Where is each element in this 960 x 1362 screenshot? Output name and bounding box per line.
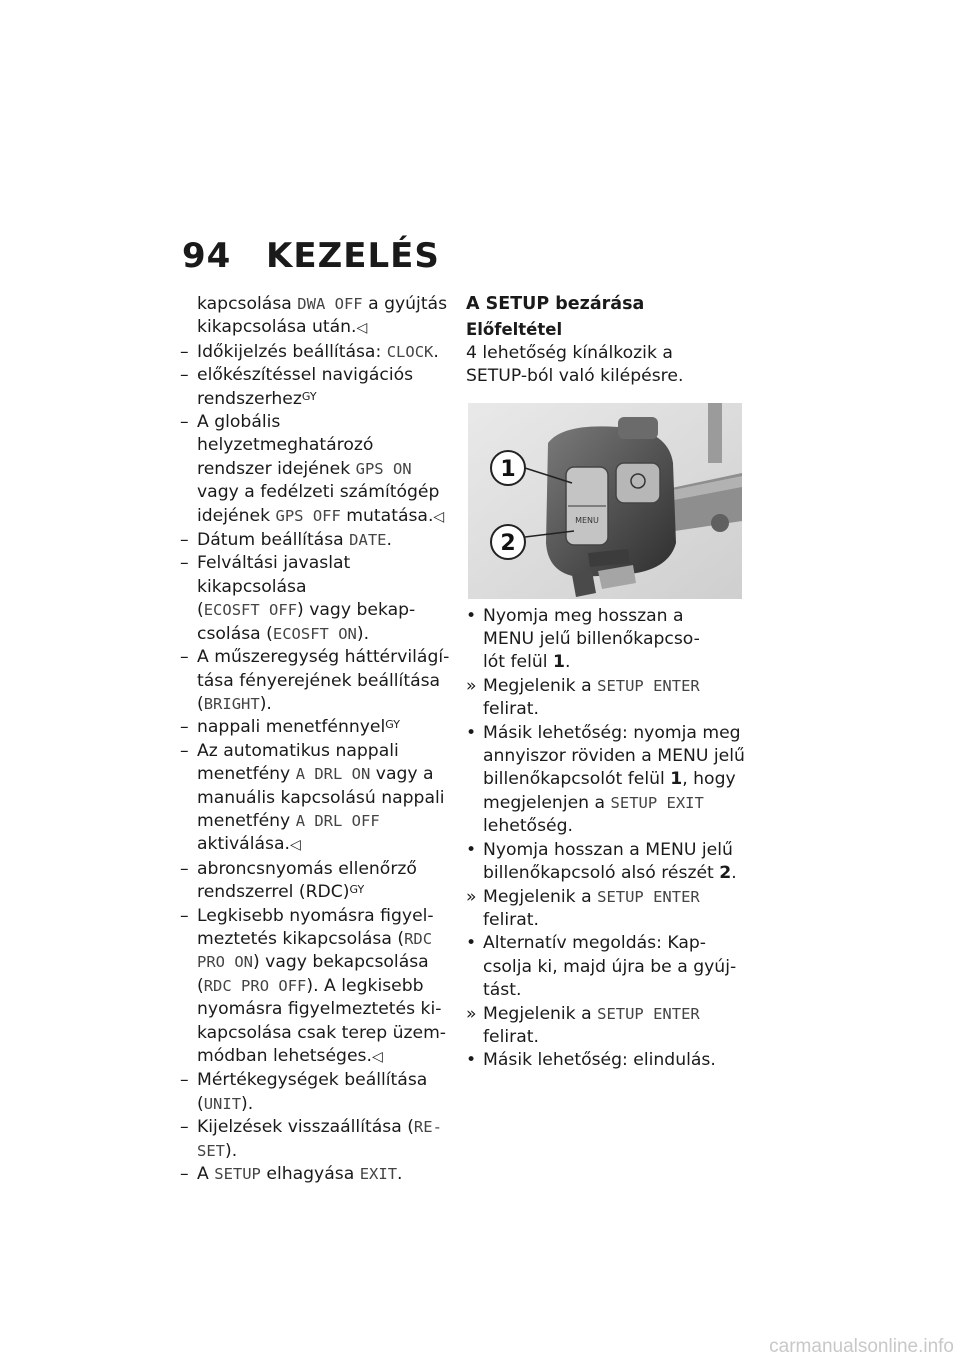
list-item-gps: – A globális helyzetmeghatározó rendszer idejének GPS ON vagy a fedélzeti számítógép idejének GPS OFF mutatása.◁ — [180, 412, 445, 526]
end-marker-icon: ◁ — [356, 320, 368, 337]
bullet-item-4: • Alternatív megoldás: Kap- csolja ki, majd újra be a gyúj- tást. — [466, 933, 737, 1001]
list-item-drl: – Az automatikus nappali menetfény A DRL ON vagy a manuális kapcsolású nappali menetfény A DRL OFF aktiválása.◁ — [180, 740, 445, 855]
callout-2-label: 2 — [500, 530, 516, 556]
list-item-clock: – Időkijelzés beállítása: CLOCK. — [180, 341, 439, 362]
callout-1-label: 1 — [500, 456, 516, 482]
list-item-pressure-warning: – Legkisebb nyomásra figyel- meztetés kikapcsolása (RDC PRO ON) vagy bekapcsolása (RDC PRO OFF). A legkisebb nyomásra figyelmeztetés ki- kapcsolása csak terep üzem- módban lehetséges.◁ — [180, 905, 447, 1066]
chapter-title: KEZELÉS — [266, 236, 440, 276]
end-marker-icon: ◁ — [433, 508, 445, 525]
list-item-reset: – Kijelzések visszaállítása (RE- SET). — [180, 1117, 442, 1161]
end-marker-icon: ◁ — [289, 837, 301, 854]
right-column — [466, 293, 748, 1073]
intro-text: 4 lehetőség kínálkozik a SETUP-ból való kilépésre. — [466, 342, 684, 387]
list-item-rdc: – abroncsnyomás ellenőrző rendszerrel (RDC)$^{GY}$ — [180, 858, 417, 903]
list-item-date: – Dátum beállítása DATE. — [180, 530, 392, 551]
continued-text: kapcsolása DWA OFF a gyújtás kikapcsolása után.◁ — [197, 294, 448, 338]
menu-button-label: MENU — [575, 515, 599, 525]
result-item-2: » Megjelenik a SETUP ENTER felirat. — [466, 886, 700, 930]
list-item-exit: – A SETUP elhagyása EXIT. — [180, 1164, 403, 1185]
section-heading: A SETUP bezárása — [466, 294, 645, 314]
page-number: 94 — [182, 236, 232, 276]
handlebar-switch-illustration — [468, 403, 742, 599]
bullet-item-3: • Nyomja hosszan a MENU jelű billenőkapcsoló alsó részét 2. — [466, 839, 737, 884]
bullet-item-2: • Másik lehetőség: nyomja meg annyiszor röviden a MENU jelű billenőkapcsolót felül 1, hogy megjelenjen a SETUP EXIT lehetőség. — [466, 722, 745, 837]
list-item-units: – Mértékegységek beállítása (UNIT). — [180, 1070, 428, 1114]
left-column — [180, 293, 452, 1186]
bullet-item-1: • Nyomja meg hosszan a MENU jelű billenőkapcso- lót felül 1. — [466, 605, 700, 673]
section-subheading: Előfeltétel — [466, 320, 563, 340]
list-item-brightness: – A műszeregység háttérvilágí- tása fényerejének beállítása (BRIGHT). — [180, 647, 450, 714]
handlebar-switch-figure — [468, 403, 742, 599]
result-item-1: » Megjelenik a SETUP ENTER felirat. — [466, 675, 700, 720]
list-item-daylight: – nappali menetfénnyel$^{GY}$ — [180, 717, 400, 738]
result-item-3: » Megjelenik a SETUP ENTER felirat. — [466, 1003, 700, 1047]
end-marker-icon: ◁ — [371, 1049, 383, 1065]
list-item-ecoshift: – Felváltási javaslat kikapcsolása (ECOSFT OFF) vagy bekap- csolása (ECOSFT ON). — [180, 553, 416, 644]
bullet-item-5: • Másik lehetőség: elindulás. — [466, 1050, 716, 1071]
list-item-navigation: – előkészítéssel navigációs rendszerhez$^{GY}$ — [180, 365, 414, 409]
watermark: carmanualsonline.info — [769, 1336, 954, 1357]
